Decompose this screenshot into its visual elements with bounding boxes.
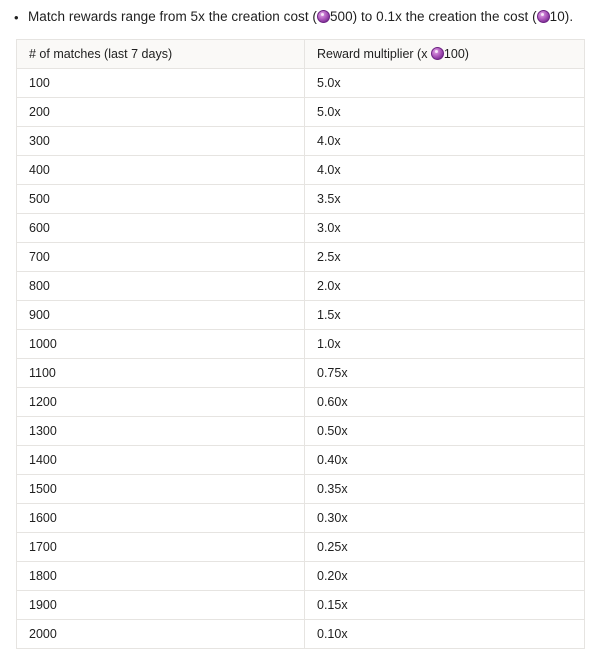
cell-multiplier: 0.40x	[305, 446, 585, 475]
cell-matches: 300	[17, 127, 305, 156]
cell-matches: 100	[17, 69, 305, 98]
cell-matches: 1600	[17, 504, 305, 533]
table-row	[17, 69, 585, 98]
column-header-multiplier-suffix: )	[464, 47, 469, 61]
cell-matches: 1300	[17, 417, 305, 446]
cell-multiplier: 0.15x	[305, 591, 585, 620]
table-row	[17, 504, 585, 533]
cell-matches: 800	[17, 272, 305, 301]
table-row	[17, 388, 585, 417]
cell-multiplier: 1.5x	[305, 301, 585, 330]
intro-text-part1: Match rewards range from 5x the creation cost (	[28, 9, 317, 24]
coin-icon	[431, 47, 444, 60]
table-row	[17, 359, 585, 388]
table-row	[17, 446, 585, 475]
table-row	[17, 620, 585, 649]
cell-multiplier: 0.25x	[305, 533, 585, 562]
table-row	[17, 185, 585, 214]
table-row	[17, 127, 585, 156]
intro-text-part3: ).	[564, 9, 574, 24]
cell-multiplier: 4.0x	[305, 127, 585, 156]
cell-multiplier: 0.10x	[305, 620, 585, 649]
column-header-multiplier-coin-value: 100	[443, 47, 465, 61]
column-header-matches: # of matches (last 7 days)	[17, 40, 305, 69]
cell-matches: 1900	[17, 591, 305, 620]
table-row	[17, 417, 585, 446]
cell-matches: 600	[17, 214, 305, 243]
cell-multiplier: 0.75x	[305, 359, 585, 388]
table-row	[17, 475, 585, 504]
table-body	[17, 69, 585, 649]
cell-matches: 1000	[17, 330, 305, 359]
intro-text-part2: ) to 0.1x the creation the cost (	[352, 9, 537, 24]
cell-matches: 1700	[17, 533, 305, 562]
intro-coin-value-1: 500	[329, 9, 353, 24]
cell-matches: 1500	[17, 475, 305, 504]
table-row	[17, 533, 585, 562]
reward-multiplier-table	[16, 39, 585, 649]
table-row	[17, 272, 585, 301]
table-row	[17, 156, 585, 185]
cell-matches: 700	[17, 243, 305, 272]
table-row	[17, 98, 585, 127]
cell-matches: 200	[17, 98, 305, 127]
cell-multiplier: 3.0x	[305, 214, 585, 243]
column-header-multiplier-prefix: Reward multiplier (x	[317, 47, 431, 61]
bullet-marker: •	[14, 10, 19, 25]
cell-matches: 900	[17, 301, 305, 330]
table-row	[17, 243, 585, 272]
cell-multiplier: 0.20x	[305, 562, 585, 591]
cell-multiplier: 2.0x	[305, 272, 585, 301]
cell-multiplier: 1.0x	[305, 330, 585, 359]
table-row	[17, 214, 585, 243]
cell-multiplier: 0.30x	[305, 504, 585, 533]
cell-multiplier: 4.0x	[305, 156, 585, 185]
table-row	[17, 301, 585, 330]
coin-icon	[537, 10, 550, 23]
cell-multiplier: 2.5x	[305, 243, 585, 272]
cell-multiplier: 5.0x	[305, 98, 585, 127]
table-header-row	[17, 40, 585, 69]
cell-matches: 400	[17, 156, 305, 185]
coin-icon	[317, 10, 330, 23]
intro-bullet	[0, 0, 600, 33]
cell-matches: 2000	[17, 620, 305, 649]
table-row	[17, 330, 585, 359]
table-row	[17, 591, 585, 620]
cell-matches: 500	[17, 185, 305, 214]
cell-matches: 1200	[17, 388, 305, 417]
cell-multiplier: 0.50x	[305, 417, 585, 446]
cell-multiplier: 0.60x	[305, 388, 585, 417]
cell-matches: 1800	[17, 562, 305, 591]
table-row	[17, 562, 585, 591]
cell-multiplier: 5.0x	[305, 69, 585, 98]
cell-multiplier: 3.5x	[305, 185, 585, 214]
table-header	[17, 40, 585, 69]
column-header-multiplier	[305, 40, 585, 69]
cell-multiplier: 0.35x	[305, 475, 585, 504]
cell-matches: 1400	[17, 446, 305, 475]
cell-matches: 1100	[17, 359, 305, 388]
intro-text	[28, 8, 573, 26]
intro-coin-value-2: 10	[549, 9, 565, 24]
